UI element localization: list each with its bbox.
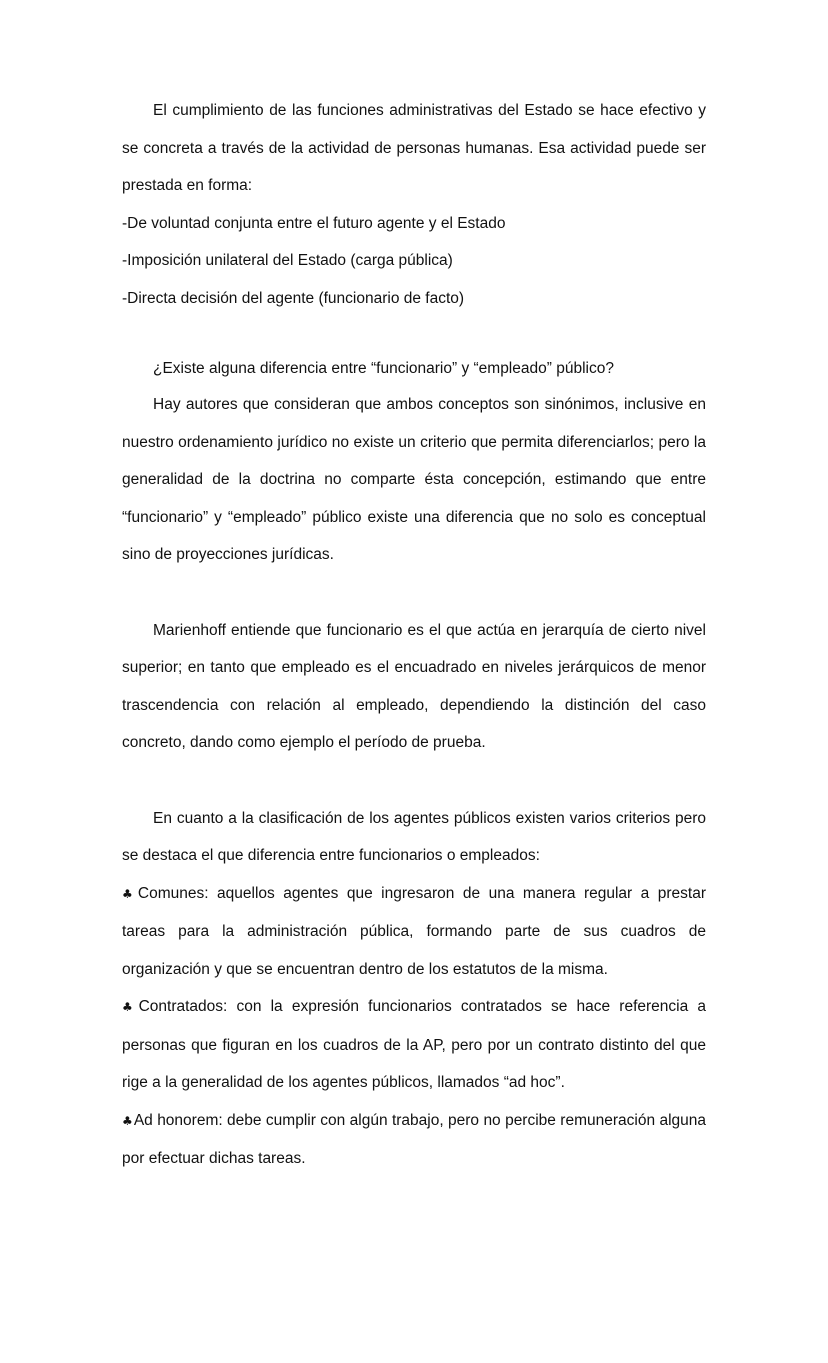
form-item-conjunta: -De voluntad conjunta entre el futuro agente y el Estado: [122, 214, 506, 232]
document-page: [122, 92, 706, 1178]
spacer: [122, 762, 706, 800]
type-item-contratados: [122, 988, 706, 1102]
type-item-ad-honorem: [122, 1102, 706, 1178]
spacer: [122, 317, 706, 351]
spacer: [122, 574, 706, 612]
club-bullet-icon: ♣: [122, 886, 137, 901]
paragraph-classification: En cuanto a la clasificación de los agentes públicos existen varios criterios pero se destaca el que diferencia entre funcionarios o empleados:: [122, 809, 706, 864]
club-bullet-icon: ♣: [122, 1000, 138, 1014]
type-item-text: Contratados: con la expresión funcionarios contratados se hace referencia a personas que figuran en los cuadros de la AP, pero por un contrato distinto del que rige a la generalidad de los agentes públicos, llamados “ad hoc”.: [122, 998, 706, 1091]
paragraph-question: ¿Existe alguna diferencia entre “funcionario” y “empleado” público?: [153, 360, 614, 377]
paragraph-intro: El cumplimiento de las funciones administrativas del Estado se hace efectivo y se concreta a través de la actividad de personas humanas. Esa actividad puede ser prestada en forma:: [122, 102, 706, 194]
type-item-text: Ad honorem: debe cumplir con algún trabajo, pero no percibe remuneración alguna por efectuar dichas tareas.: [122, 1111, 706, 1167]
form-item-directa: -Directa decisión del agente (funcionario de facto): [122, 289, 465, 307]
type-item-text: Comunes: aquellos agentes que ingresaron de una manera regular a prestar tareas para la administración pública, formando parte de sus cuadros de organización y que se encuentran dentro de los estatutos de la misma.: [122, 884, 706, 978]
form-item-imposicion: -Imposición unilateral del Estado (carga pública): [122, 252, 453, 269]
paragraph-authors: Hay autores que consideran que ambos conceptos son sinónimos, inclusive en nuestro ordenamiento jurídico no existe un criterio que permita diferenciarlos; pero la generalidad de la doctrina no comparte ésta concepción, estimando que entre “funcionario” y “empleado” público existe una diferencia que no solo es conceptual sino de proyecciones jurídicas.: [122, 396, 706, 563]
paragraph-marienhoff: Marienhoff entiende que funcionario es el que actúa en jerarquía de cierto nivel superior; en tanto que empleado es el encuadrado en niveles jerárquicos de menor trascendencia con relación al empleado, dependiendo la distinción del caso concreto, dando como ejemplo el período de prueba.: [122, 621, 706, 751]
club-bullet-icon: ♣: [122, 1113, 133, 1128]
type-item-comunes: [122, 875, 706, 989]
